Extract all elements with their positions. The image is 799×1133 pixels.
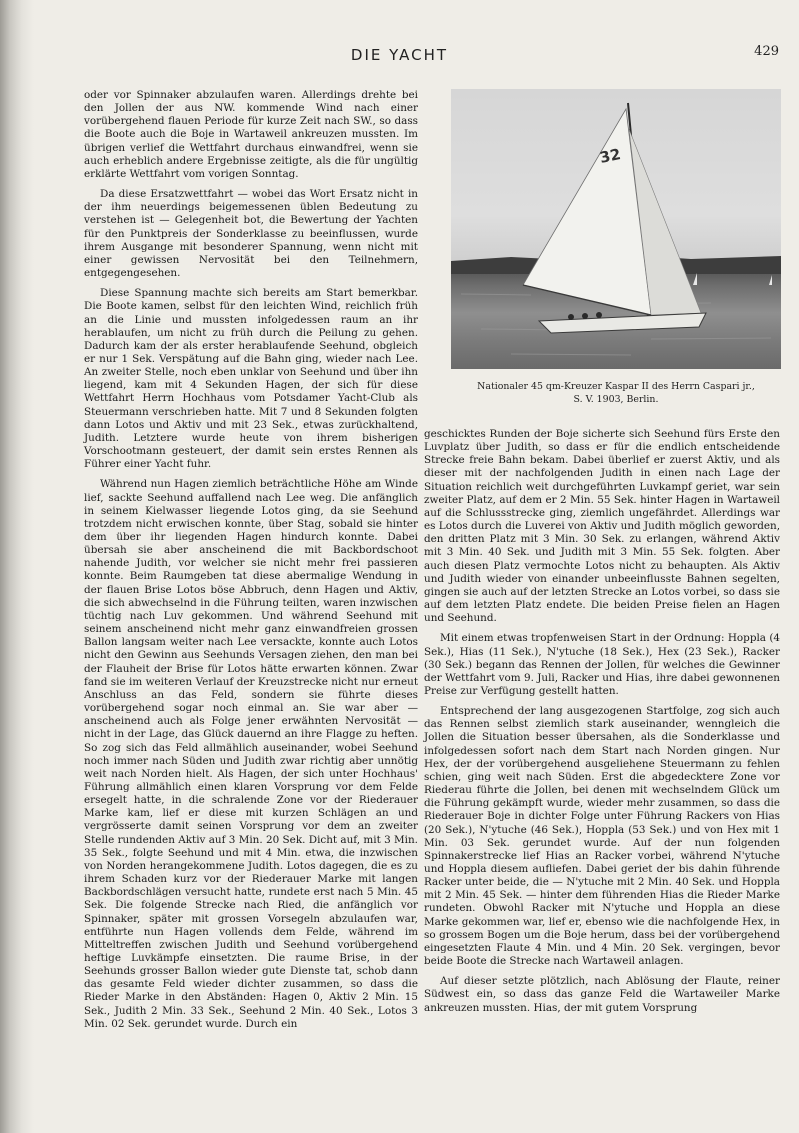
paragraph: Entsprechend der lang ausgezogenen Startfolge, zog sich auch das Rennen selbst ziemlich stark auseinander, wenngleich die Jollen die Situation besser übersahen, als die Sonderklasse und infolgedessen sofort nach dem Start nach Norden gingen. Nur Hex, der der vorübergehend ausgeliehene Steuermann zu fehlen schien, ging weit nach Süden. Erst die abgedecktere Zone vor Riederau führte die Jollen, bei denen mit wechselndem Glück um die Führung gekämpft wurde, wieder mehr zusammen, so dass die Riederauer Boje in dichter Folge unter Führung Rackers von Hias (20 Sek.), N'ytuche (46 Sek.), Hoppla (53 Sek.) und von Hex mit 1 Min. 03 Sek. gerundet wurde. Auf der nun folgenden Spinnakerstrecke lief Hias an Racker vorbei, während N'ytuche und Hoppla diesem aufliefen. Dabei geriet der bis dahin führende Racker unter beide, die — N'ytuche mit 2 Min. 40 Sek. und Hoppla mit 2 Min. 45 Sek. — hinter dem führenden Hias die Rieder Marke rundeten. Obwohl Racker mit N'ytuche und Hoppla an diese Marke gekommen war, lief er, ebenso wie die nachfolgende Hex, in so grossem Bogen um die Boje herum, dass bei der vorübergehend eingesetzten Flaute 4 Min. und 4 Min. 20 Sek. vergingen, bevor beide Boote die Strecke nach Wartaweil anlagen. xyxy=(424,705,780,968)
paragraph: Auf dieser setzte plötzlich, nach Ablösung der Flaute, reiner Südwest ein, so dass das ganze Feld die Wartaweiler Marke ankreuzen mussten. Hias, der mit gutem Vorsprung xyxy=(424,975,780,1014)
page-number: 429 xyxy=(754,44,779,59)
caption-line: Nationaler 45 qm-Kreuzer Kaspar II des Herrn Caspari jr., xyxy=(477,381,755,392)
binding-shadow xyxy=(0,0,34,1133)
right-text-column xyxy=(424,428,780,1022)
paragraph: Da diese Ersatzwettfahrt — wobei das Wort Ersatz nicht in der ihm neuerdings beigemessenen üblen Bedeutung zu verstehen ist — Gelegenheit bot, die Bewertung der Yachten für den Punktpreis der Sonderklasse zu beeinflussen, wurde ihrem Ausgange mit besonderer Spannung, wenn nicht mit einer gewissen Nervosität bei den Teilnehmern, entgegengesehen. xyxy=(84,188,418,280)
hull xyxy=(539,313,706,333)
distant-sail xyxy=(693,273,697,285)
paragraph: geschicktes Runden der Boje sicherte sich Seehund fürs Erste den Luvplatz über Judith, so dass er für die endlich entscheidende Strecke freie Bahn bekam. Dabei überlief er zuerst Aktiv, und als dieser mit der nachfolgenden Judith in einen nach Lage der Situation reichlich weit durchgeführten Luvkampf geriet, war sein zweiter Platz, auf dem er 2 Min. 55 Sek. hinter Hagen in Wartaweil auf die Schlussstrecke ging, ziemlich ungefährdet. Allerdings war es Lotos durch die Luverei von Aktiv und Judith möglich geworden, den dritten Platz mit 3 Min. 30 Sek. zu erlangen, während Aktiv mit 3 Min. 40 Sek. und Judith mit 3 Min. 55 Sek. folgten. Aber auch diesen Platz vermochte Lotos nicht zu behaupten. Als Aktiv und Judith wieder von einander unbeeinflusste Bahnen segelten, gingen sie auch auf der letzten Strecke an Lotos vorbei, so dass sie auf dem letzten Platz endete. Die beiden Preise fielen an Hagen und Seehund. xyxy=(424,428,780,625)
paragraph: Diese Spannung machte sich bereits am Start bemerkbar. Die Boote kamen, selbst für den leichten Wind, reichlich früh an die Linie und mussten infolgedessen raum an ihr herablaufen, um nicht zu früh durch die Peilung zu gehen. Dadurch kam der als erster herablaufende Seehund, obgleich er nur 1 Sek. Verspätung auf die Bahn ging, wieder nach Lee. An zweiter Stelle, noch eben unklar von Seehund und über ihn liegend, kam mit 4 Sekunden Hagen, der sich für diese Wettfahrt Herrn Hochhaus vom Potsdamer Yacht-Club als Steuermann verschrieben hatte. Mit 7 und 8 Sekunden folgten dann Lotos und Aktiv und mit 23 Sek., etwas zurückhaltend, Judith. Letztere wurde heute von ihrem bisherigen Vorschootmann gesteuert, der damit sein erstes Rennen als Führer einer Yacht fuhr. xyxy=(84,287,418,471)
caption-line: S. V. 1903, Berlin. xyxy=(573,394,659,405)
running-header-title: DIE YACHT xyxy=(350,46,449,64)
sailboat-photo xyxy=(451,89,781,369)
left-text-column xyxy=(84,89,418,1038)
photo-caption xyxy=(451,380,781,406)
paragraph: oder vor Spinnaker abzulaufen waren. Allerdings drehte bei den Jollen der aus NW. kommende Wind nach einer vorübergehend flauen Periode für kurze Zeit nach SW., so dass die Boote auch die Boje in Wartaweil ankreuzen mussten. Im übrigen verlief die Wettfahrt durchaus einwandfrei, wenn sie auch erheblich andere Ergebnisse zeitigte, als die für ungültig erklärte Wettfahrt vom vorigen Sonntag. xyxy=(84,89,418,180)
paragraph: Während nun Hagen ziemlich beträchtliche Höhe am Winde lief, sackte Seehund auffallend nach Lee weg. Die anfänglich in seinem Kielwasser liegende Lotos ging, da sie Seehund trotzdem nicht erwischen konnte, über Stag, sobald sie hinter dem über ihr liegenden Hagen hindurch konnte. Dabei übersah sie aber anscheinend die mit Backbordschoot nahende Judith, vor welcher sie nicht mehr frei passieren konnte. Beim Raumgeben tat diese abermalige Wendung in der flauen Brise Lotos böse Abbruch, denn Hagen und Aktiv, die sich abwechselnd in die Führung teilten, waren inzwischen tüchtig nach Luv gekommen. Und während Seehund mit seinem anscheinend nicht mehr ganz einwandfreien grossen Ballon langsam weiter nach Lee versackte, konnte auch Lotos nicht den Gewinn aus Seehunds Versagen ziehen, den man bei der Flauheit der Brise für Lotos hätte erwarten können. Zwar fand sie im weiteren Verlauf der Kreuzstrecke nicht nur erneut Anschluss an das Feld, sondern sie führte dieses vorübergehend sogar noch einmal an. Sie war aber — anscheinend auch als Folge jener erwähnten Nervosität — nicht in der Lage, das Glück dauernd an ihre Flagge zu heften. So zog sich das Feld allmählich auseinander, wobei Seehund noch immer nach Süden und Judith zwar richtig aber unnötig weit nach Norden hielt. Als Hagen, der sich unter Hochhaus' Führung allmählich einen klaren Vorsprung vor dem Felde ersegelt hatte, in die schralende Zone vor der Riederauer Marke kam, lief er diese mit kurzen Schlägen an und vergrösserte damit seinen Vorsprung vor dem an zweiter Stelle rundenden Aktiv auf 3 Min. 20 Sek. Dicht auf, mit 3 Min. 35 Sek., folgte Seehund und mit 4 Min. etwa, die inzwischen von Norden herangekommene Judith. Lotos dagegen, die es zu ihrem Schaden kurz vor der Riederauer Marke mit langen Backbordschlägen versucht hatte, rundete erst nach 5 Min. 45 Sek. Die folgende Strecke nach Ried, die anfänglich vor Spinnaker, später mit grossen Vorsegeln abzulaufen war, entführte nun Hagen vollends dem Felde, während im Mitteltreffen zwischen Judith und Seehund vorübergehend heftige Luvkämpfe einsetzten. Die raume Brise, in der Seehunds grosser Ballon wieder gute Dienste tat, schob dann das gesamte Feld wieder dichter zusammen, so dass die Rieder Marke in den Abständen: Hagen 0, Aktiv 2 Min. 15 Sek., Judith 2 Min. 33 Sek., Seehund 2 Min. 40 Sek., Lotos 3 Min. 02 Sek. gerundet wurde. Durch ein xyxy=(84,478,418,1030)
distant-sail xyxy=(769,275,772,285)
paragraph: Mit einem etwas tropfenweisen Start in der Ordnung: Hoppla (4 Sek.), Hias (11 Sek.), N'ytuche (18 Sek.), Hex (23 Sek.), Racker (30 Sek.) begann das Rennen der Jollen, für welches die Gewinner der Wettfahrt vom 9. Juli, Racker und Hias, ihre dabei gewonnenen Preise zur Verfügung gestellt hatten. xyxy=(424,632,780,697)
sail-number: 32 xyxy=(598,144,623,167)
sailboat-illustration xyxy=(451,89,781,369)
